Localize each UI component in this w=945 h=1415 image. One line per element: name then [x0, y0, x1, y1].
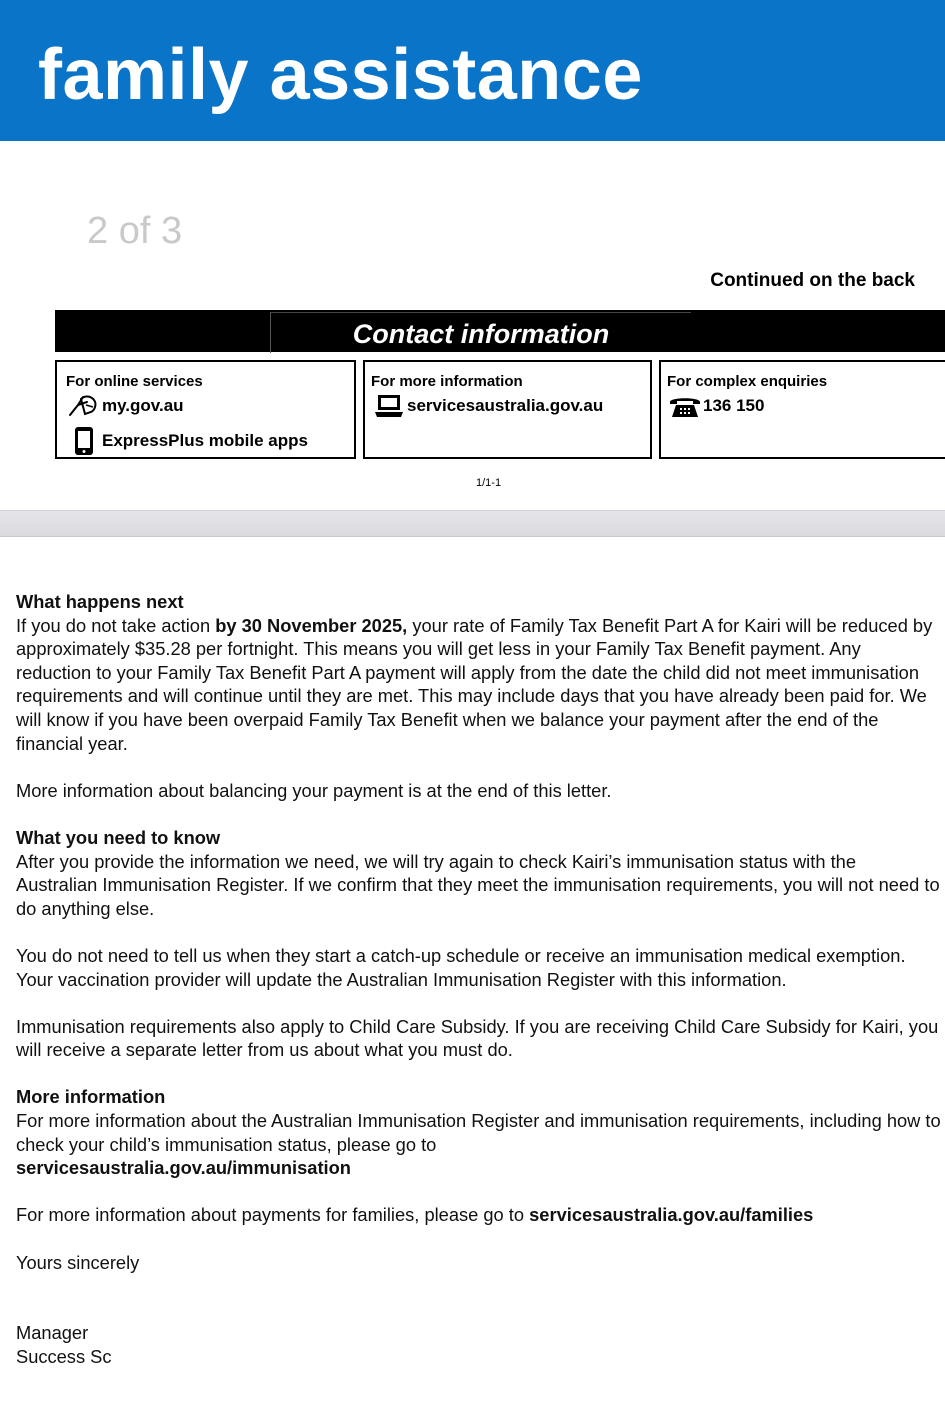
services-australia-label: servicesaustralia.gov.au: [407, 396, 604, 415]
mygov-link[interactable]: [66, 393, 346, 419]
laptop-icon: [371, 393, 407, 419]
paragraph-text: If you do not take action: [16, 614, 216, 636]
phone-number-link[interactable]: [667, 393, 945, 419]
mygov-label: my.gov.au: [102, 396, 184, 415]
paragraph: [16, 1203, 941, 1227]
deadline-date: by 30 November 2025,: [215, 614, 408, 636]
paragraph: Immunisation requirements also apply to Child Care Subsidy. If you are receiving Child Care Subsidy for Kairi, you will receive a separate letter from us about what you must do.: [16, 1015, 939, 1061]
complex-enquiries-box: [659, 360, 945, 459]
page-counter: 2 of 3: [87, 210, 183, 252]
paragraph: You do not need to tell us when they start a catch-up schedule or receive an immunisation medical exemption. Your vaccination provider will update the Australian Immunisation Register with this information.: [16, 944, 906, 990]
telephone-icon: [667, 393, 703, 419]
services-australia-link[interactable]: [371, 393, 642, 419]
box-heading: For more information: [371, 373, 523, 390]
expressplus-link[interactable]: [66, 426, 346, 456]
phone-number-label: 136 150: [703, 396, 765, 415]
paragraph: [16, 614, 941, 756]
online-services-box: [55, 360, 356, 459]
page-reference: 1/1-1: [476, 477, 502, 489]
paragraph-text: your rate of Family Tax Benefit Part A for Kairi will be reduced by approximately $35.28 per fortnight. This means you will get less in your Family Tax Benefit payment. Any reduction to your Family Tax Benefit Part A payment will apply from the date the child did not meet immunisation requirements and will continue until they are met. This may include days that you have already been paid for. We will know if you have been overpaid Family Tax Benefit when we balance your payment after the end of the financial year.: [16, 614, 933, 754]
signature-title: Manager: [16, 1322, 89, 1344]
mygov-icon: [66, 393, 102, 419]
header-banner: [0, 0, 945, 141]
section-heading-more-information: More information: [16, 1086, 166, 1108]
paragraph: More information about balancing your payment is at the end of this letter.: [16, 779, 612, 801]
families-link[interactable]: servicesaustralia.gov.au/families: [529, 1204, 814, 1226]
paragraph-text: For more information about payments for families, please go to: [16, 1204, 530, 1226]
immunisation-link[interactable]: servicesaustralia.gov.au/immunisation: [16, 1157, 351, 1179]
mobile-phone-icon: [66, 426, 102, 456]
more-information-box: [363, 360, 652, 459]
box-heading: For online services: [66, 373, 203, 390]
letter-body: [16, 590, 941, 1368]
page-divider: [0, 510, 945, 537]
section-heading-what-happens-next: What happens next: [16, 591, 184, 612]
paragraph: For more information about the Australian Immunisation Register and immunisation requirements, including how to check your child’s immunisation status, please go to: [16, 1110, 941, 1155]
signature-name: Success Sc: [16, 1345, 112, 1367]
page-title: family assistance: [38, 35, 643, 115]
expressplus-label: ExpressPlus mobile apps: [102, 431, 308, 450]
closing: Yours sincerely: [16, 1251, 140, 1273]
paragraph: After you provide the information we need, we will try again to check Kairi’s immunisation status with the Australian Immunisation Register. If we confirm that they meet the immunisation requirements, you will not need to do anything else.: [16, 850, 940, 919]
section-heading-what-you-need-to-know: What you need to know: [16, 826, 221, 848]
continued-note: Continued on the back: [710, 270, 915, 291]
box-heading: For complex enquiries: [667, 373, 828, 390]
contact-title: Contact information: [270, 312, 691, 353]
